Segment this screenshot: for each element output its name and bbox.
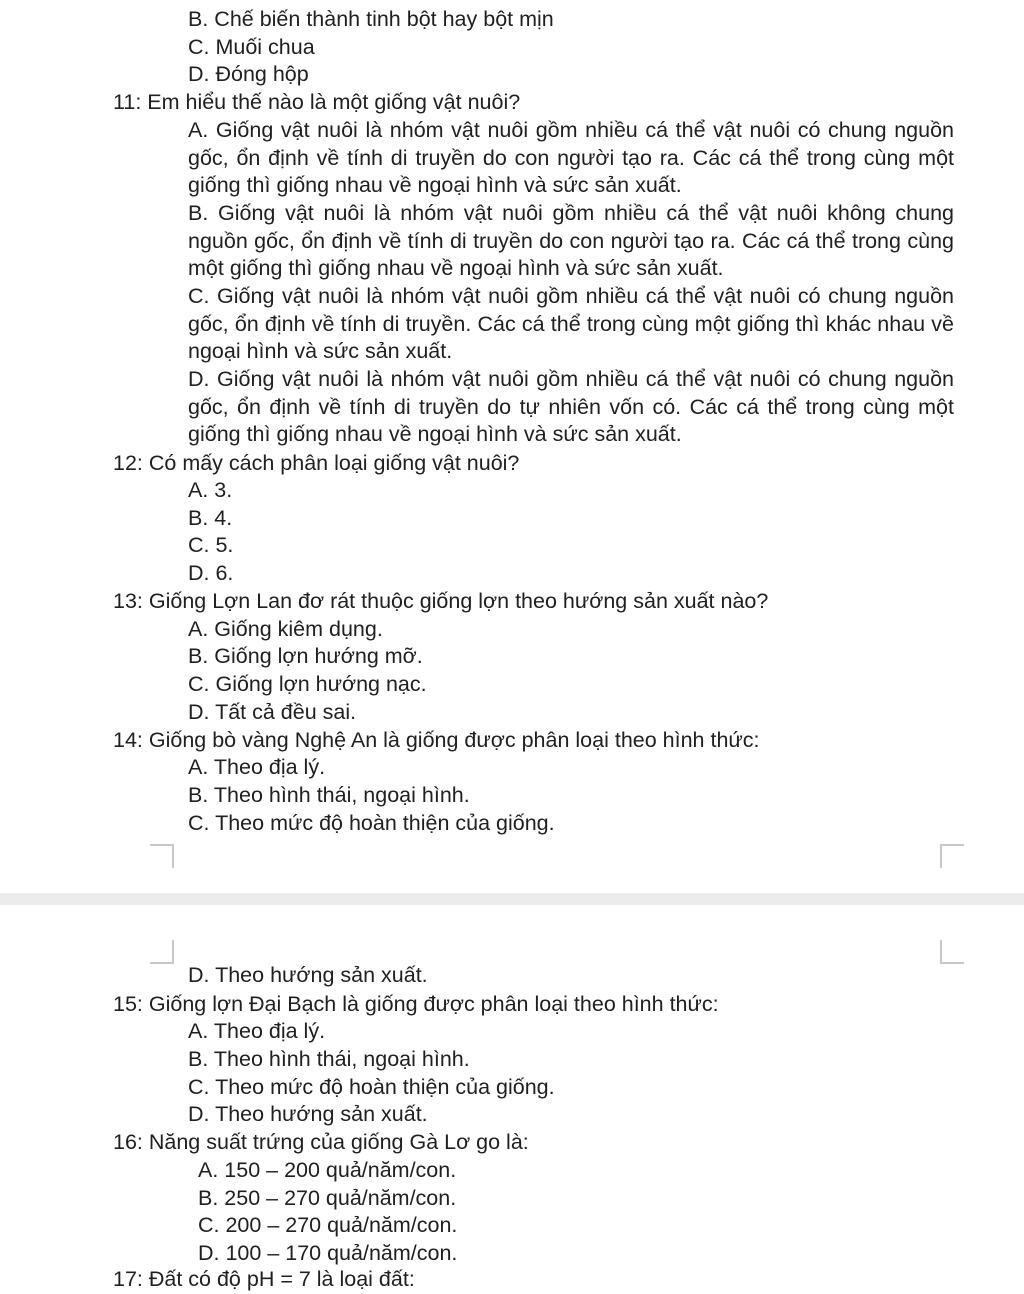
q17-question: 17: Đất có độ pH = 7 là loại đất: [113, 1267, 415, 1291]
q14-option-d: D. Theo hướng sản xuất. [188, 963, 428, 987]
q16-option-d: D. 100 – 170 quả/năm/con. [198, 1241, 458, 1265]
q13-option-a: A. Giống kiêm dụng. [188, 617, 383, 641]
page-corner-mark [150, 940, 174, 964]
page-break [0, 893, 1024, 905]
q12-option-d: D. 6. [188, 561, 234, 585]
q16-option-c: C. 200 – 270 quả/năm/con. [198, 1213, 458, 1237]
q11-question: 11: Em hiểu thế nào là một giống vật nuôi? [113, 90, 521, 114]
q15-option-b: B. Theo hình thái, ngoại hình. [188, 1047, 470, 1071]
q14-option-b: B. Theo hình thái, ngoại hình. [188, 783, 470, 807]
q15-question: 15: Giống lợn Đại Bạch là giống được phân loại theo hình thức: [113, 992, 719, 1016]
q11-option-a: A. Giống vật nuôi là nhóm vật nuôi gồm nhiều cá thể vật nuôi có chung nguồn gốc, ổn định về tính di truyền do con người tạo ra. Các cá thể trong cùng một giống thì giống nhau về ngoại hình và sức sản xuất. [188, 118, 954, 198]
q14-question: 14: Giống bò vàng Nghệ An là giống được phân loại theo hình thức: [113, 728, 760, 752]
q16-question: 16: Năng suất trứng của giống Gà Lơ go là: [113, 1130, 529, 1154]
q16-option-a: A. 150 – 200 quả/năm/con. [198, 1158, 457, 1182]
page-corner-mark [150, 844, 174, 868]
page-corner-mark [940, 844, 964, 868]
q14-option-a: A. Theo địa lý. [188, 755, 326, 779]
q14-option-c: C. Theo mức độ hoàn thiện của giống. [188, 811, 555, 835]
q10-option-c: C. Muối chua [188, 35, 315, 59]
q12-option-b: B. 4. [188, 506, 233, 530]
q10-option-d: D. Đóng hộp [188, 62, 309, 86]
q15-option-d: D. Theo hướng sản xuất. [188, 1102, 428, 1126]
q13-question: 13: Giống Lợn Lan đơ rát thuộc giống lợn theo hướng sản xuất nào? [113, 589, 769, 613]
q12-question: 12: Có mấy cách phân loại giống vật nuôi? [113, 451, 520, 475]
page-corner-mark [940, 940, 964, 964]
q13-option-b: B. Giống lợn hướng mỡ. [188, 644, 423, 668]
q11-option-d: D. Giống vật nuôi là nhóm vật nuôi gồm nhiều cá thể vật nuôi có chung nguồn gốc, ổn định về tính di truyền do tự nhiên vốn có. Các cá thể trong cùng một giống thì giống nhau về ngoại hình và sức sản xuất. [188, 367, 954, 447]
q13-option-d: D. Tất cả đều sai. [188, 700, 357, 724]
q13-option-c: C. Giống lợn hướng nạc. [188, 672, 427, 696]
q11-option-b: B. Giống vật nuôi là nhóm vật nuôi gồm nhiều cá thể vật nuôi không chung nguồn gốc, ổn định về tính di truyền do con người tạo ra. Các cá thể trong cùng một giống thì giống nhau về ngoại hình và sức sản xuất. [188, 201, 954, 281]
q12-option-c: C. 5. [188, 533, 234, 557]
q10-option-b: B. Chế biến thành tinh bột hay bột mịn [188, 7, 554, 31]
q16-option-b: B. 250 – 270 quả/năm/con. [198, 1186, 457, 1210]
q11-option-c: C. Giống vật nuôi là nhóm vật nuôi gồm nhiều cá thể vật nuôi có chung nguồn gốc, ổn định về tính di truyền. Các cá thể trong cùng một giống thì khác nhau về ngoại hình và sức sản xuất. [188, 284, 954, 364]
q15-option-a: A. Theo địa lý. [188, 1019, 326, 1043]
q12-option-a: A. 3. [188, 478, 233, 502]
q15-option-c: C. Theo mức độ hoàn thiện của giống. [188, 1075, 555, 1099]
